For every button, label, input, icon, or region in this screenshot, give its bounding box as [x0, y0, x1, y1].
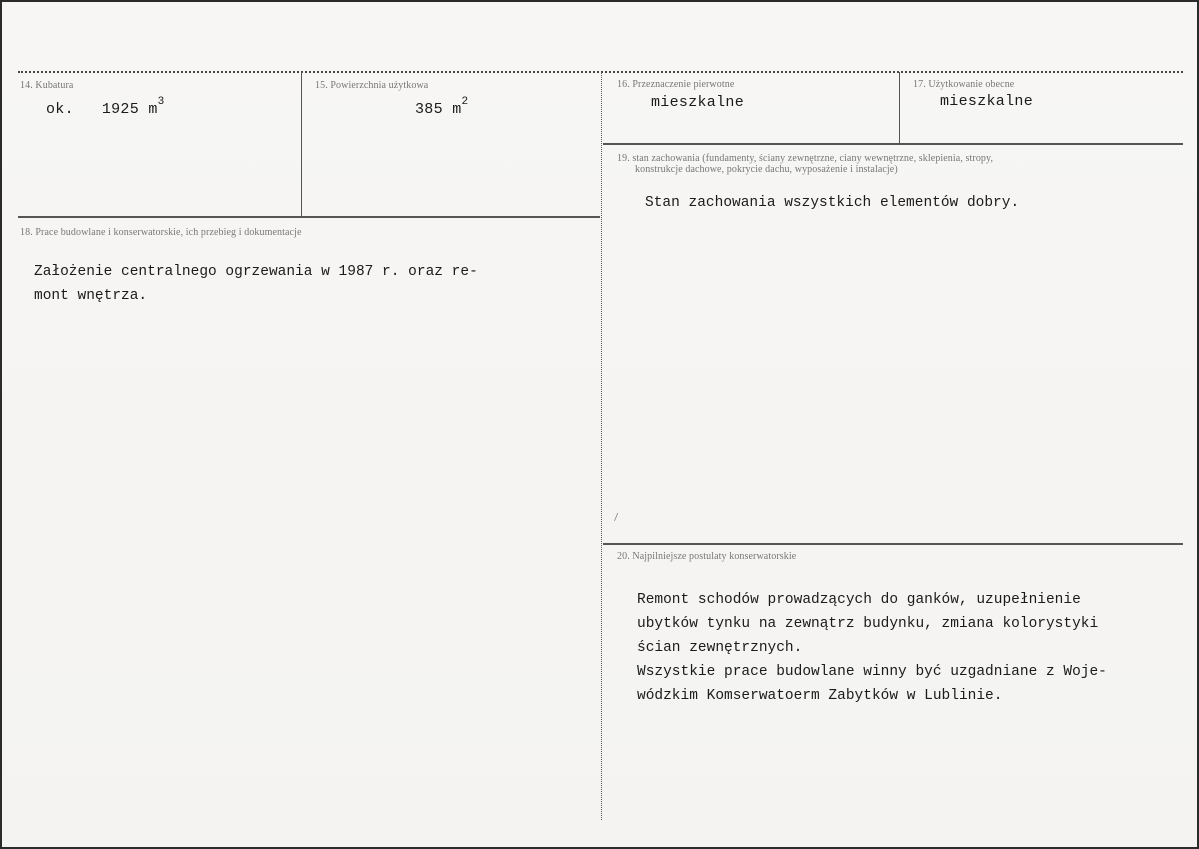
divider-14-15	[301, 72, 302, 218]
field-19-label-line-1: 19. stan zachowania (fundamenty, ściany zewnętrzne, ciany wewnętrzne, sklepienia, stropy,	[617, 153, 994, 164]
field-15-label: 15. Powierzchnia użytkowa	[315, 80, 429, 91]
center-divider	[601, 72, 602, 820]
field-20-line: Wszystkie prace budowlane winny być uzgadniane z Woje-	[637, 664, 1107, 680]
stray-pen-mark: \	[610, 512, 621, 523]
field-18-label: 18. Prace budowlane i konserwatorskie, ich przebieg i dokumentacje	[20, 227, 302, 238]
field-20-text	[637, 588, 1107, 708]
field-14-prefix: ok.	[46, 101, 74, 118]
field-19-label-line-2: konstrukcje dachowe, pokrycie dachu, wyposażenie i instalacje)	[635, 164, 898, 175]
field-17-value: mieszkalne	[940, 93, 1034, 110]
field-18-line: Założenie centralnego ogrzewania w 1987 r. oraz re-	[34, 264, 478, 280]
rule-under-19	[603, 543, 1183, 545]
field-14-value	[46, 96, 165, 118]
field-20-line: ścian zewnętrznych.	[637, 640, 803, 656]
field-20-line: wódzkim Komserwatoerm Zabytków w Lublinie.	[637, 688, 1003, 704]
field-14-number: 1925 m	[101, 101, 158, 118]
field-18-text	[34, 260, 478, 308]
field-14-label: 14. Kubatura	[20, 80, 74, 91]
field-20-label: 20. Najpilniejsze postulaty konserwatorskie	[617, 551, 797, 562]
field-19-line: Stan zachowania wszystkich elementów dobry.	[645, 195, 1020, 211]
field-17-label: 17. Użytkowanie obecne	[913, 79, 1015, 90]
field-15-value	[415, 96, 469, 118]
field-20-line: Remont schodów prowadzących do ganków, uzupełnienie	[637, 592, 1081, 608]
field-18-line: mont wnętrza.	[34, 288, 148, 304]
field-14-exponent: 3	[157, 96, 165, 108]
field-15-number: 385 m	[415, 101, 462, 118]
field-16-label: 16. Przeznaczenie pierwotne	[617, 79, 735, 90]
rule-under-14-15	[18, 216, 600, 218]
field-20-line: ubytków tynku na zewnątrz budynku, zmiana kolorystyki	[637, 616, 1099, 632]
field-16-value: mieszkalne	[651, 94, 745, 111]
field-15-exponent: 2	[461, 96, 469, 108]
rule-under-16-17	[603, 143, 1183, 145]
divider-16-17	[899, 72, 900, 143]
field-19-text	[645, 191, 1019, 215]
